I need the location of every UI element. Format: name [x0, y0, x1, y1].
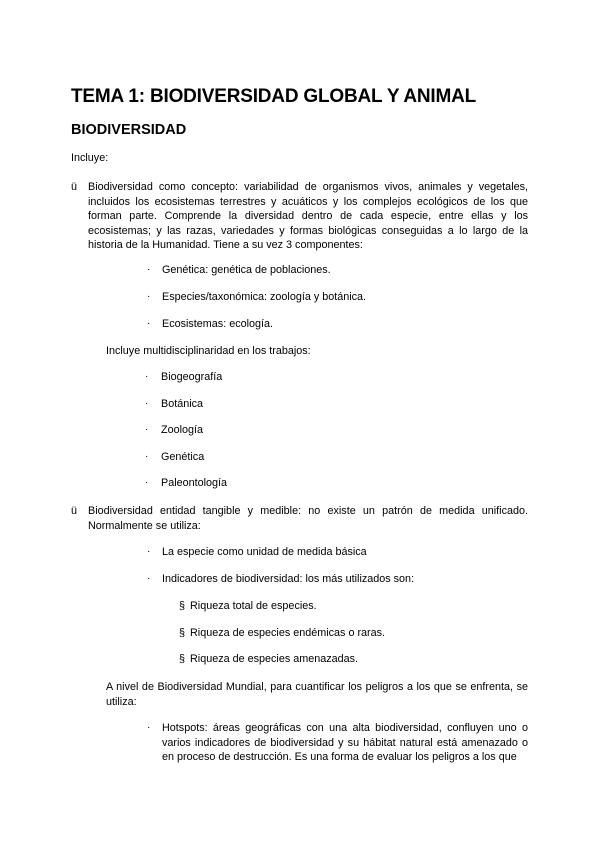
component-item: Ecosistemas: ecología. — [162, 318, 274, 330]
discipline-item: Biogeografía — [161, 371, 223, 383]
dot-bullet-icon: · — [145, 371, 149, 382]
section-bullet-icon: § — [179, 627, 186, 639]
section-bullet-icon: § — [179, 600, 186, 612]
indicator-item: Riqueza total de especies. — [190, 600, 317, 612]
indicator-item: Riqueza de especies endémicas o raras. — [190, 627, 386, 639]
dot-bullet-icon: · — [145, 424, 149, 435]
dot-bullet-icon: · — [145, 451, 149, 462]
dot-bullet-icon: · — [147, 546, 151, 557]
concept-paragraph: Biodiversidad como concepto: variabilidad de organismos vivos, animales y vegetales, incluidos los ecosistemas terrestres y acuáticos y los complejos ecológicos de los que forman parte. Comprende la diversidad dentro de cada especie, entre ellas y los ecosistemas; y las razas, variedades y formas biológicas conseguidas a lo largo de la historia de la Humanidad. Tiene a su vez 3 componentes: — [88, 181, 528, 251]
dot-bullet-icon: · — [147, 722, 151, 733]
dot-bullet-icon: · — [147, 573, 151, 584]
global-level-paragraph: A nivel de Biodiversidad Mundial, para cuantificar los peligros a los que se enfrenta, se utiliza: — [106, 681, 528, 708]
section-bullet-icon: § — [179, 653, 186, 665]
indicator-item: Riqueza de especies amenazadas. — [190, 653, 359, 665]
measurable-paragraph: Biodiversidad entidad tangible y medible: no existe un patrón de medida unificado. Normalmente se utiliza: — [88, 505, 528, 532]
component-item: Especies/taxonómica: zoología y botánica. — [162, 291, 367, 303]
component-item: Genética: genética de poblaciones. — [162, 264, 331, 276]
measure-item: La especie como unidad de medida básica — [162, 546, 367, 558]
discipline-item: Zoología — [161, 424, 204, 436]
intro-text: Incluye: — [71, 152, 109, 164]
dot-bullet-icon: · — [145, 477, 149, 488]
hotspots-paragraph: Hotspots: áreas geográficas con una alta biodiversidad, confluyen uno o varios indicadores de biodiversidad y su hábitat natural está amenazado o en proceso de destrucción. Es una forma de evaluar los peligros a los que — [162, 722, 528, 763]
dot-bullet-icon: · — [147, 318, 151, 329]
dot-bullet-icon: · — [145, 398, 149, 409]
check-bullet-icon: ü — [71, 181, 78, 193]
check-bullet-icon: ü — [71, 505, 78, 517]
dot-bullet-icon: · — [147, 264, 151, 275]
discipline-item: Genética — [161, 451, 205, 463]
page-title: TEMA 1: BIODIVERSIDAD GLOBAL Y ANIMAL — [71, 86, 476, 107]
multidisciplinary-label: Incluye multidisciplinaridad en los trabajos: — [106, 345, 311, 357]
measure-item: Indicadores de biodiversidad: los más utilizados son: — [162, 573, 415, 585]
discipline-item: Paleontología — [161, 477, 228, 489]
section-heading: BIODIVERSIDAD — [71, 122, 187, 138]
discipline-item: Botánica — [161, 398, 204, 410]
dot-bullet-icon: · — [147, 291, 151, 302]
